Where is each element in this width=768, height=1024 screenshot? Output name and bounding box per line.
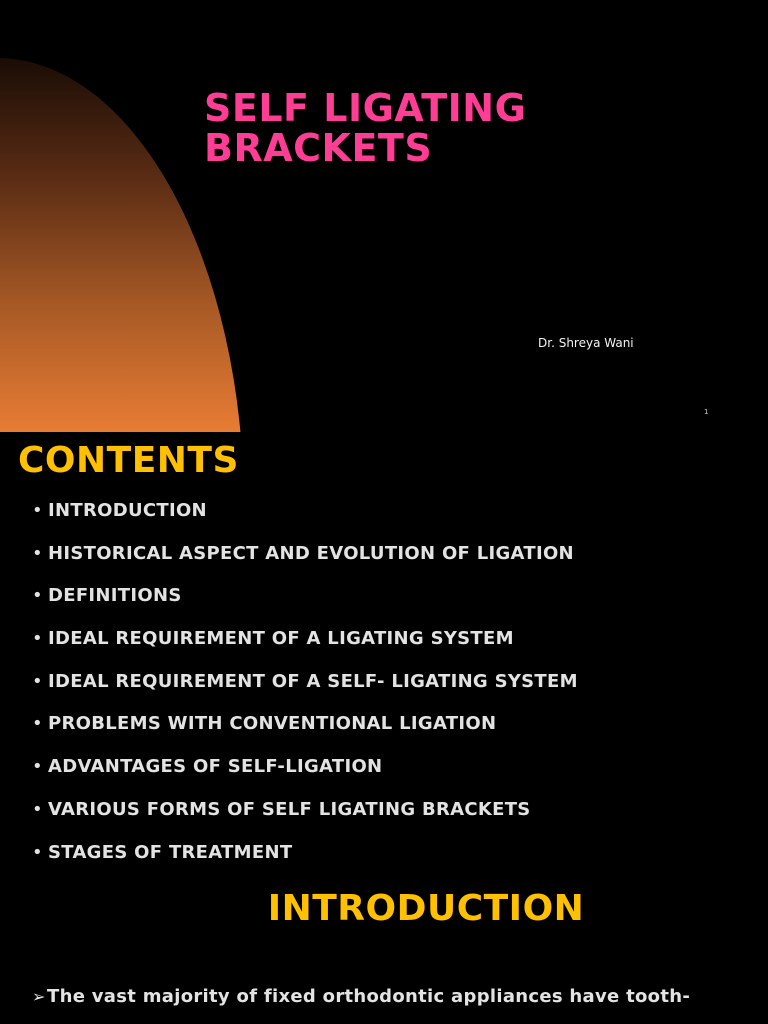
bullet-icon: • xyxy=(32,628,43,650)
contents-item-label: VARIOUS FORMS OF SELF LIGATING BRACKETS xyxy=(48,798,531,820)
page-number: 1 xyxy=(704,408,709,416)
contents-item xyxy=(32,628,578,671)
bullet-icon: • xyxy=(32,585,43,607)
contents-heading: CONTENTS xyxy=(18,440,239,481)
contents-item-label: IDEAL REQUIREMENT OF A LIGATING SYSTEM xyxy=(48,628,514,650)
introduction-heading: INTRODUCTION xyxy=(267,888,585,929)
bullet-icon: • xyxy=(32,670,43,692)
contents-item-label: HISTORICAL ASPECT AND EVOLUTION OF LIGATION xyxy=(48,542,574,564)
slide-title xyxy=(204,88,526,168)
contents-item xyxy=(32,842,578,885)
contents-item-label: INTRODUCTION xyxy=(48,500,207,521)
bullet-icon: • xyxy=(32,500,43,521)
introduction-paragraph xyxy=(32,986,752,1007)
contents-item xyxy=(32,799,578,842)
contents-item-label: PROBLEMS WITH CONVENTIONAL LIGATION xyxy=(48,713,497,735)
title-line-1: SELF LIGATING xyxy=(204,86,527,130)
orange-arc-decoration xyxy=(0,0,243,432)
contents-item xyxy=(32,500,578,543)
contents-item xyxy=(32,671,578,714)
title-slide xyxy=(0,0,768,432)
contents-item xyxy=(32,585,578,628)
author-name: Dr. Shreya Wani xyxy=(538,336,634,350)
arrow-bullet-icon: ➢ xyxy=(32,987,46,1006)
contents-item xyxy=(32,713,578,756)
contents-item xyxy=(32,543,578,586)
contents-slide xyxy=(0,432,768,1024)
bullet-icon: • xyxy=(32,713,43,735)
contents-item-label: STAGES OF TREATMENT xyxy=(48,841,293,863)
bullet-icon: • xyxy=(32,542,43,564)
introduction-text: The vast majority of fixed orthodontic appliances have tooth- xyxy=(47,986,691,1007)
contents-item-label: ADVANTAGES OF SELF-LIGATION xyxy=(48,756,383,778)
bullet-icon: • xyxy=(32,756,43,778)
contents-list xyxy=(32,500,578,884)
title-line-2: BRACKETS xyxy=(204,126,433,170)
contents-item xyxy=(32,756,578,799)
bullet-icon: • xyxy=(32,841,43,863)
bullet-icon: • xyxy=(32,798,43,820)
contents-item-label: IDEAL REQUIREMENT OF A SELF- LIGATING SYSTEM xyxy=(48,670,578,692)
contents-item-label: DEFINITIONS xyxy=(48,585,182,607)
